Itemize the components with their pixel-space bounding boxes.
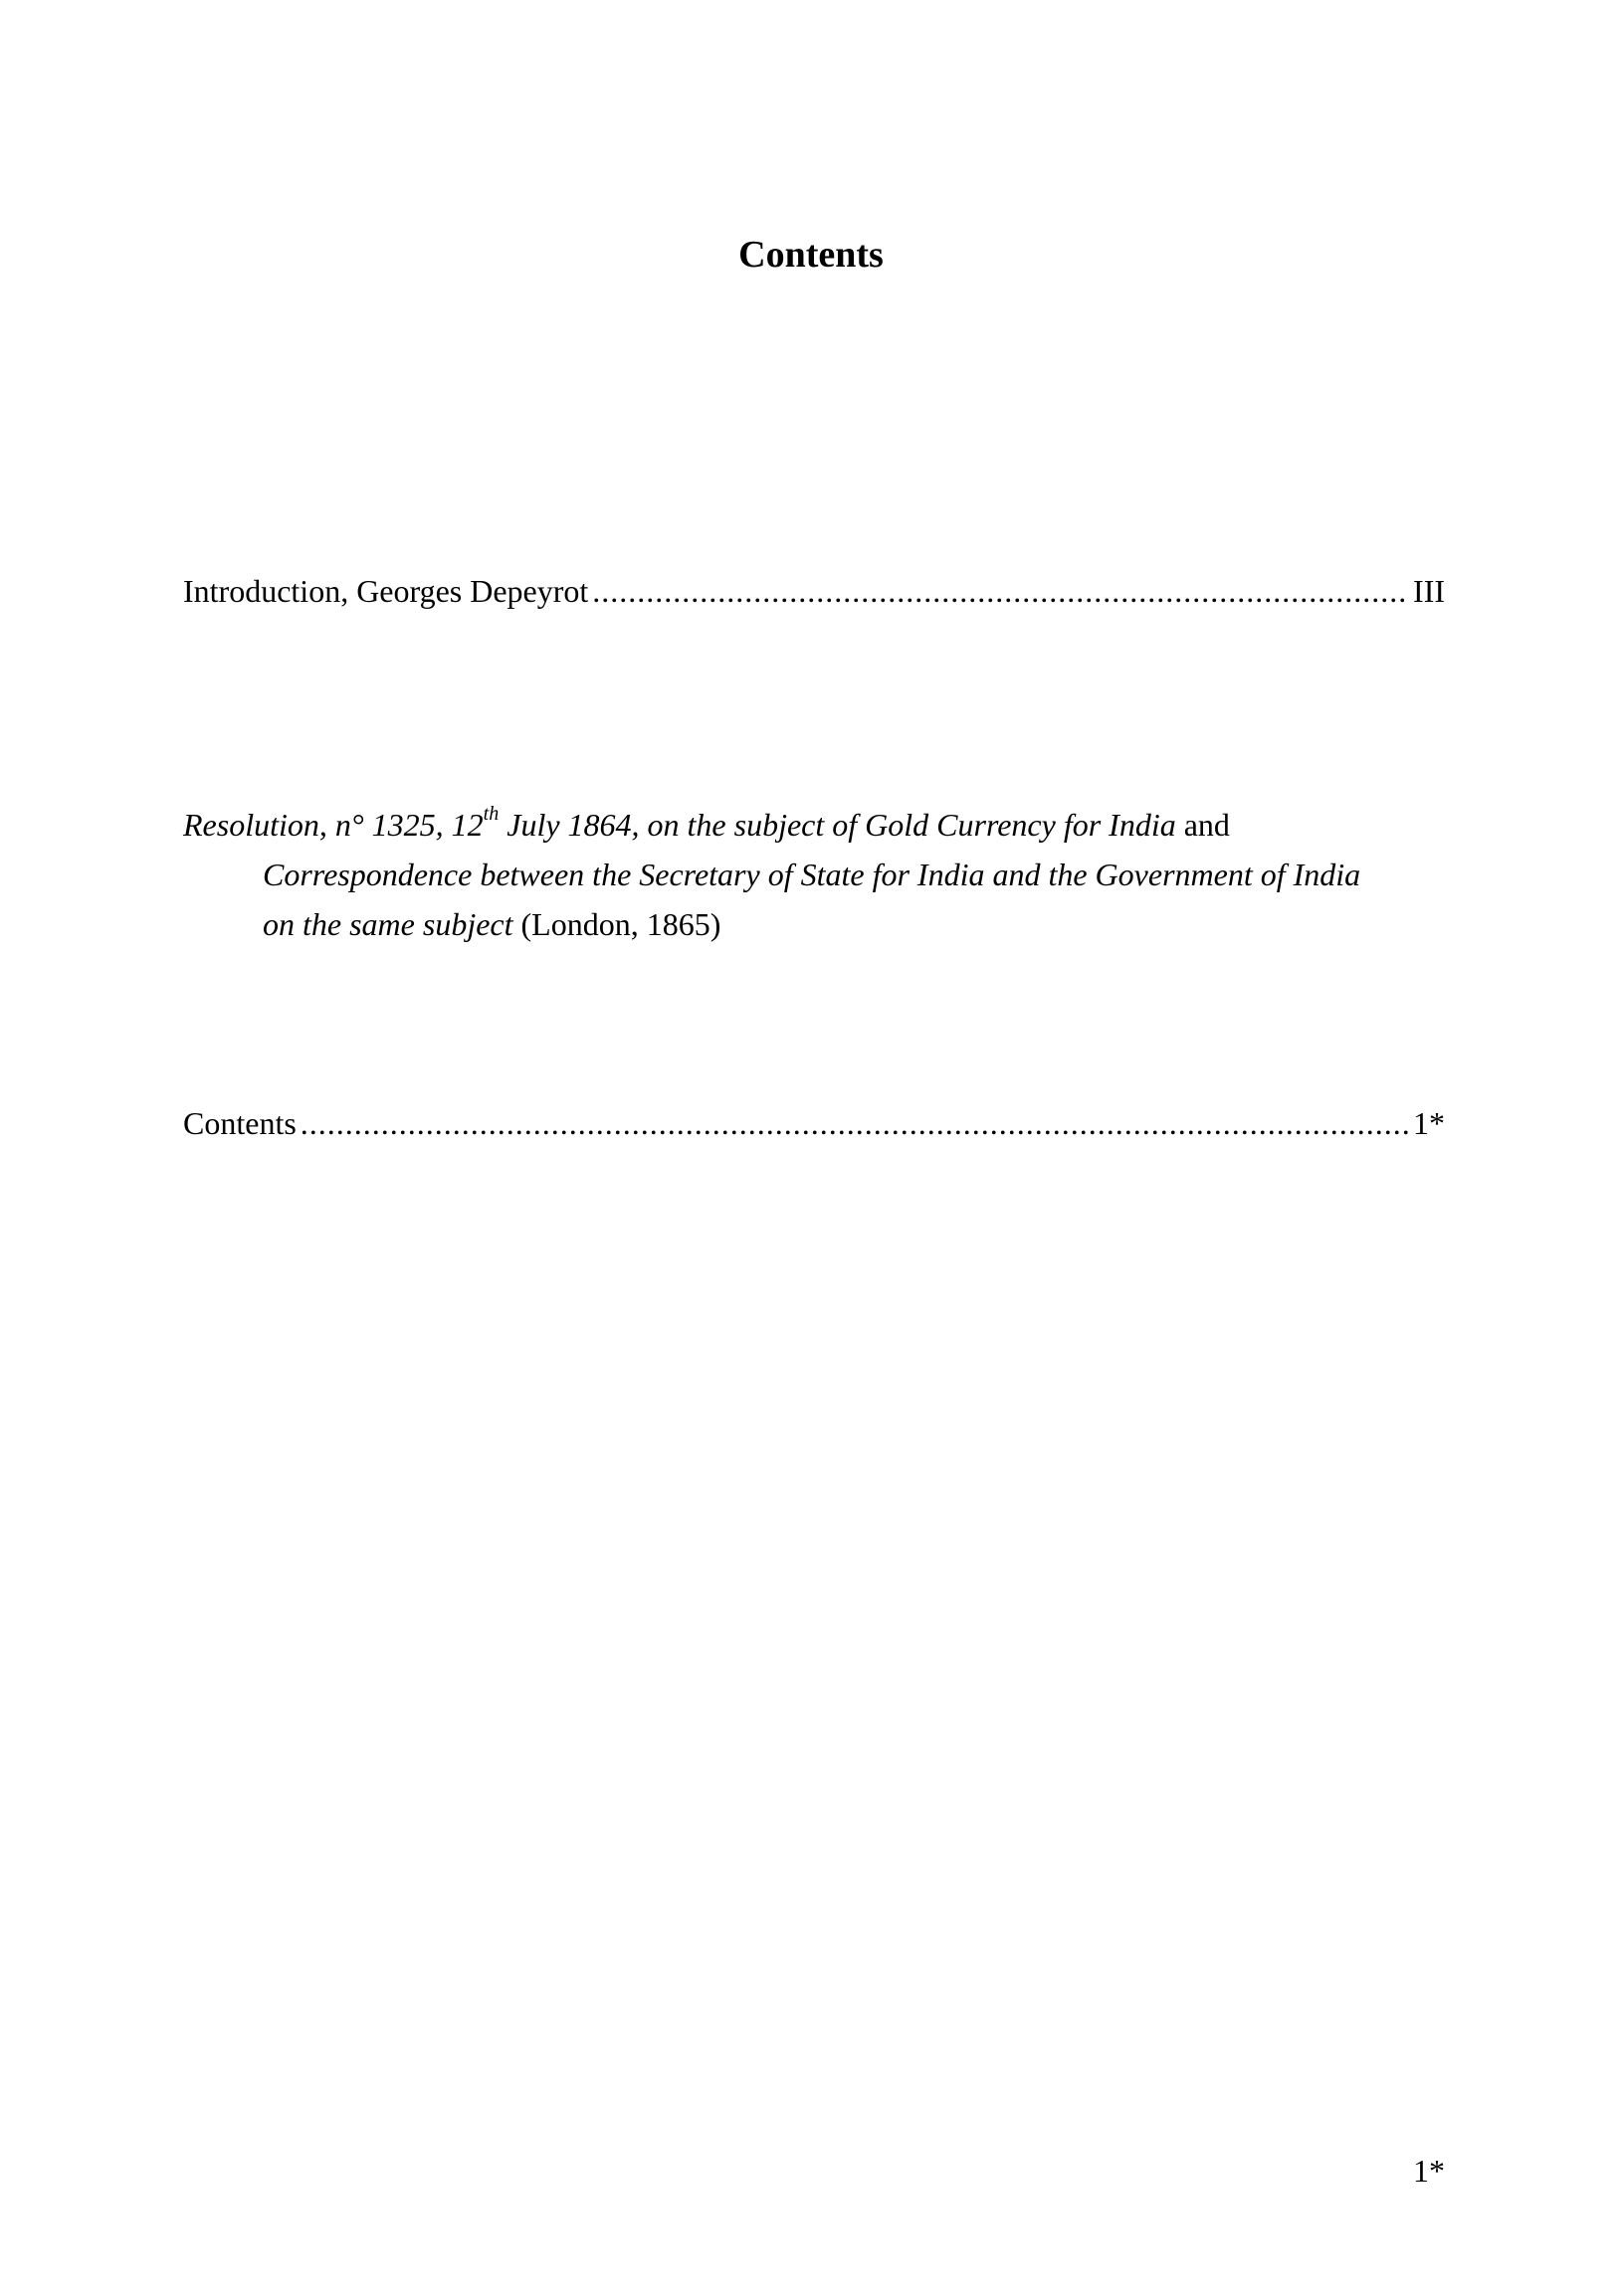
resolution-line-3: [183, 899, 1445, 949]
toc-entry-page: III: [1413, 573, 1445, 609]
toc-entry-contents[interactable]: [183, 1101, 1445, 1145]
toc-entry-label: Contents: [183, 1105, 297, 1141]
resolution-title-part-b: July 1864, on the subject of Gold Currency for India: [499, 807, 1176, 843]
toc-entry-page: 1*: [1413, 1105, 1445, 1141]
toc-entry-label: Introduction, Georges Depeyrot: [183, 573, 589, 609]
publication-info: (London, 1865): [512, 906, 721, 942]
page-title: Contents: [738, 234, 884, 276]
conjunction: and: [1175, 807, 1230, 843]
resolution-title-part-a: Resolution, n° 1325, 12: [183, 807, 484, 843]
ordinal-suffix: th: [483, 803, 500, 826]
resolution-line-1: [183, 800, 1445, 850]
correspondence-title: Correspondence between the Secretary of State for India and the Government of India: [263, 857, 1361, 892]
toc-entry-introduction[interactable]: [183, 569, 1445, 613]
resolution-line-2: [183, 850, 1445, 899]
page-number: 1*: [1413, 2153, 1445, 2189]
dot-leader: [301, 1101, 1409, 1145]
correspondence-title-end: on the same subject: [263, 906, 513, 942]
dot-leader: [592, 569, 1409, 613]
toc-entry-resolution[interactable]: [183, 800, 1445, 949]
